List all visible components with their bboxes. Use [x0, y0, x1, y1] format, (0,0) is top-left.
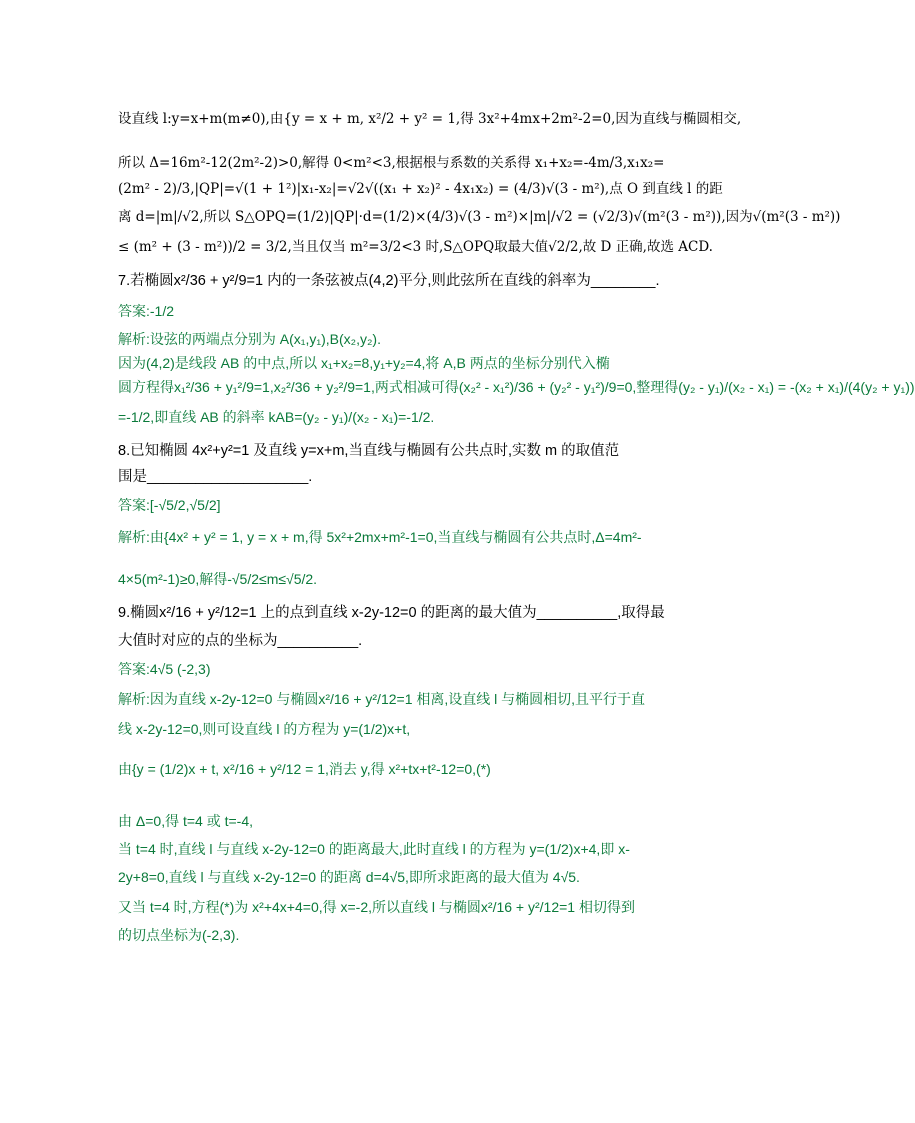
text-line: 所以 Δ=16m²-12(2m²-2)>0,解得 0<m²<3,根据根与系数的关系得 x₁+x₂=-4m/3,x₁x₂=: [118, 155, 665, 171]
analysis-line: 线 x-2y-12=0,则可设直线 l 的方程为 y=(1/2)x+t,: [118, 721, 411, 737]
answer-line: 答案:4√5 (-2,3): [118, 661, 211, 677]
analysis-line: 解析:由{4x² + y² = 1, y = x + m,得 5x²+2mx+m²-1=0,当直线与椭圆有公共点时,Δ=4m²-: [118, 529, 642, 545]
question-line: 9.椭圆x²/16 + y²/12=1 上的点到直线 x-2y-12=0 的距离的最大值为__________,取得最: [118, 605, 665, 621]
text-line: 设直线 l:y=x+m(m≠0),由{y = x + m, x²/2 + y² = 1,得 3x²+4mx+2m²-2=0,因为直线与椭圆相交,: [118, 111, 742, 127]
text-line: (2m² - 2)/3,|QP|=√(1 + 1²)|x₁-x₂|=√2√((x₁ + x₂)² - 4x₁x₂) = (4/3)√(3 - m²),点 O 到直线 l 的距: [118, 181, 723, 197]
answer-line: 答案:-1/2: [118, 303, 175, 319]
analysis-line: =-1/2,即直线 AB 的斜率 kAB=(y₂ - y₁)/(x₂ - x₁)=-1/2.: [118, 409, 435, 425]
answer-line: 答案:[-√5/2,√5/2]: [118, 497, 221, 513]
analysis-line: 当 t=4 时,直线 l 与直线 x-2y-12=0 的距离最大,此时直线 l 的方程为 y=(1/2)x+4,即 x-: [118, 841, 630, 857]
question-line: 8.已知椭圆 4x²+y²=1 及直线 y=x+m,当直线与椭圆有公共点时,实数 m 的取值范: [118, 443, 620, 459]
question-line: 大值时对应的点的坐标为__________.: [118, 633, 363, 649]
analysis-line: 圆方程得x₁²/36 + y₁²/9=1,x₂²/36 + y₂²/9=1,两式相减可得(x₂² - x₁²)/36 + (y₂² - y₁²)/9=0,整理得(y₂ - y₁)/(x₂ - x₁) = -(x₂ + x₁)/(4(y₂ + y₁)): [118, 379, 915, 395]
analysis-line: 4×5(m²-1)≥0,解得-√5/2≤m≤√5/2.: [118, 571, 318, 587]
question-line: 7.若椭圆x²/36 + y²/9=1 内的一条弦被点(4,2)平分,则此弦所在直线的斜率为________.: [118, 273, 660, 289]
analysis-line: 由{y = (1/2)x + t, x²/16 + y²/12 = 1,消去 y,得 x²+tx+t²-12=0,(*): [118, 761, 491, 777]
analysis-line: 解析:设弦的两端点分别为 A(x₁,y₁),B(x₂,y₂).: [118, 331, 381, 347]
text-line: ≤ (m² + (3 - m²))/2 = 3/2,当且仅当 m²=3/2<3 时,S△OPQ取最大值√2/2,故 D 正确,故选 ACD.: [118, 239, 713, 255]
text-line: 离 d=|m|/√2,所以 S△OPQ=(1/2)|QP|·d=(1/2)×(4/3)√(3 - m²)×|m|/√2 = (√2/3)√(m²(3 - m²)),因为√(m²(3 - m²)): [118, 209, 841, 225]
analysis-line: 又当 t=4 时,方程(*)为 x²+4x+4=0,得 x=-2,所以直线 l 与椭圆x²/16 + y²/12=1 相切得到: [118, 899, 635, 915]
question-line: 围是____________________.: [118, 469, 313, 485]
analysis-line: 2y+8=0,直线 l 与直线 x-2y-12=0 的距离 d=4√5,即所求距离的最大值为 4√5.: [118, 869, 580, 885]
analysis-line: 解析:因为直线 x-2y-12=0 与椭圆x²/16 + y²/12=1 相离,设直线 l 与椭圆相切,且平行于直: [118, 691, 646, 707]
analysis-line: 由 Δ=0,得 t=4 或 t=-4,: [118, 813, 254, 829]
analysis-line: 因为(4,2)是线段 AB 的中点,所以 x₁+x₂=8,y₁+y₂=4,将 A,B 两点的坐标分别代入椭: [118, 355, 610, 371]
analysis-line: 的切点坐标为(-2,3).: [118, 927, 240, 943]
